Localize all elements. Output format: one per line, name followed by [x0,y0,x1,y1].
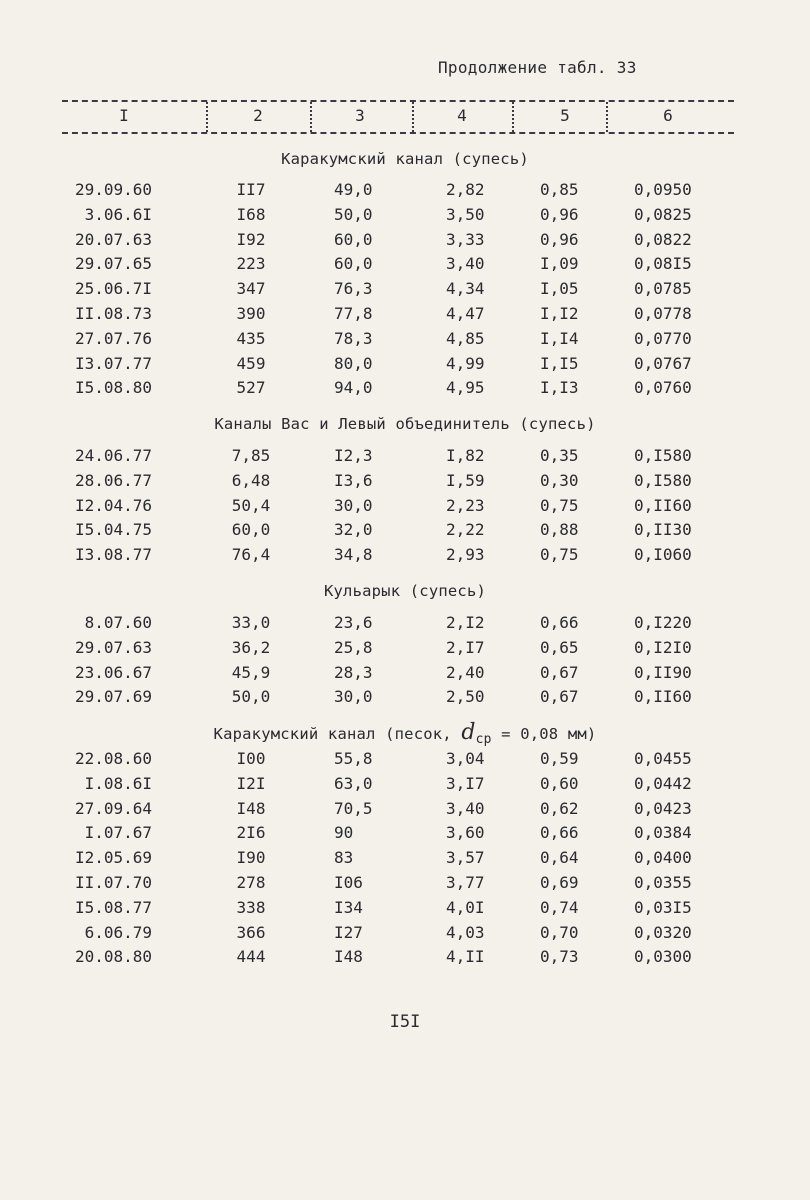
table-cell-col4: 2,82 [446,180,485,199]
table-cell-col5: 0,85 [540,180,579,199]
table-cell-col2: 2I6 [236,823,266,843]
table-cell-col4: 4,99 [446,353,485,373]
table-row [0,947,810,971]
table-cell-col1: I2.04.76 [74,495,152,515]
table-cell-col4: 3,40 [446,254,485,274]
table-cell-col2: 50,0 [231,687,271,707]
table-cell-col1: I2.05.69 [74,848,152,868]
table-cell-col4: 3,04 [446,749,485,768]
page-number: I5I [389,1012,421,1032]
table-cell-col2: 278 [236,873,266,892]
table-cell-col3: 83 [334,848,354,868]
table-cell-col5: I,09 [540,254,579,274]
table-cell-col5: I,I4 [540,328,579,348]
table-cell-col4: 2,I2 [446,613,485,632]
table-cell-col6: 0,I220 [634,613,692,632]
diameter-subscript: ср [475,732,492,748]
section-title [0,720,810,747]
table-cell-col2: 435 [236,328,266,348]
table-cell-col1: 20.08.80 [74,947,152,967]
table-row [0,873,810,897]
table-row [0,496,810,520]
table-cell-col2: I48 [236,798,266,818]
table-cell-col1: I5.08.77 [74,897,152,917]
table-cell-col1: 6.06.79 [84,922,152,942]
table-cell-col5: I,I5 [540,353,579,373]
table-cell-col5: 0,70 [540,922,579,942]
table-cell-col3: I3,6 [334,470,373,490]
section-title: Каракумский канал (супесь) [281,150,529,168]
table-cell-col5: I,I2 [540,304,579,323]
table-cell-col3: 50,0 [334,204,373,224]
table-cell-col6: 0,0400 [634,848,692,868]
table-cell-col3: I06 [334,873,363,892]
table-cell-col5: 0,69 [540,873,579,892]
table-cell-col6: 0,I580 [634,470,692,490]
table-cell-col3: 76,3 [334,279,373,299]
table-row [0,378,810,402]
table-cell-col2: 223 [236,254,266,274]
table-cell-col6: 0,0785 [634,279,692,299]
table-cell-col4: 3,77 [446,873,485,892]
table-cell-col5: 0,88 [540,520,579,540]
column-header-6: 6 [663,106,673,125]
table-cell-col2: I00 [236,749,266,768]
table-cell-col5: 0,60 [540,773,579,793]
table-cell-col2: 50,4 [231,495,271,515]
table-cell-col2: 527 [236,378,266,398]
table-cell-col3: 30,0 [334,495,373,515]
section-title-suffix: = 0,08 мм) [491,725,597,743]
diameter-symbol: d [461,720,476,745]
table-cell-col3: 30,0 [334,687,373,707]
table-cell-col2: 444 [236,947,266,967]
table-row [0,774,810,798]
table-cell-col5: 0,96 [540,204,579,224]
table-cell-col6: 0,0320 [634,922,692,942]
table-cell-col6: 0,II30 [634,520,692,540]
table-cell-col4: 4,95 [446,378,485,398]
table-cell-col1: I3.07.77 [74,353,152,373]
table-cell-col1: 22.08.60 [74,749,152,768]
table-row [0,446,810,470]
column-separator [310,102,312,132]
table-cell-col5: 0,35 [540,446,579,465]
table-cell-col1: 24.06.77 [74,446,152,465]
table-cell-col2: 7,85 [231,446,271,465]
table-cell-col3: 63,0 [334,773,373,793]
table-cell-col6: 0,I580 [634,446,692,465]
column-separator [512,102,514,132]
table-row [0,898,810,922]
table-cell-col3: I34 [334,897,363,917]
table-cell-col2: I68 [236,204,266,224]
table-cell-col5: 0,64 [540,848,579,868]
table-cell-col2: 459 [236,353,266,373]
table-cell-col4: 4,85 [446,328,485,348]
table-cell-col3: I27 [334,922,363,942]
table-caption: Продолжение табл. 33 [438,58,637,77]
table-row [0,180,810,204]
table-cell-col6: 0,0822 [634,229,692,249]
table-cell-col6: 0,0355 [634,873,692,892]
table-row [0,354,810,378]
table-cell-col6: 0,II90 [634,662,692,682]
table-cell-col2: 45,9 [231,662,271,682]
table-cell-col1: 29.07.69 [74,687,152,707]
table-cell-col1: 27.07.76 [74,328,152,348]
table-row [0,254,810,278]
table-cell-col3: 70,5 [334,798,373,818]
table-row [0,749,810,773]
table-cell-col3: 94,0 [334,378,373,398]
table-cell-col6: 0,0778 [634,304,692,323]
table-cell-col6: 0,II60 [634,495,692,515]
table-row [0,663,810,687]
table-cell-col6: 0,0442 [634,773,692,793]
table-cell-col1: 27.09.64 [74,798,152,818]
table-cell-col3: 90 [334,823,354,843]
table-cell-col3: 49,0 [334,180,373,199]
table-cell-col4: 4,II [446,947,485,967]
table-row [0,471,810,495]
table-cell-col5: 0,67 [540,687,579,707]
table-row [0,687,810,711]
table-cell-col1: I3.08.77 [74,545,152,565]
table-cell-col6: 0,0423 [634,798,692,818]
table-row [0,520,810,544]
table-cell-col5: 0,59 [540,749,579,768]
section-title-prefix: Каракумский канал (песок, [213,725,462,743]
table-cell-col6: 0,0770 [634,328,692,348]
table-cell-col1: 29.07.65 [74,254,152,274]
table-cell-col1: I5.04.75 [74,520,152,540]
table-row [0,823,810,847]
table-cell-col2: II7 [236,180,266,199]
table-cell-col2: 36,2 [231,637,271,657]
table-cell-col2: 338 [236,897,266,917]
table-cell-col6: 0,08I5 [634,254,692,274]
table-cell-col4: 2,23 [446,495,485,515]
table-cell-col6: 0,II60 [634,687,692,707]
table-row [0,799,810,823]
table-row [0,923,810,947]
table-cell-col5: 0,62 [540,798,579,818]
table-cell-col3: 28,3 [334,662,373,682]
table-cell-col1: 29.09.60 [74,180,152,199]
table-cell-col6: 0,I2I0 [634,637,692,657]
table-cell-col4: 2,93 [446,545,485,565]
table-cell-col4: 2,I7 [446,637,485,657]
column-separator [606,102,608,132]
table-cell-col5: 0,75 [540,495,579,515]
column-header-5: 5 [560,106,570,125]
table-cell-col5: I,I3 [540,378,579,398]
table-cell-col4: 4,34 [446,279,485,299]
table-cell-col4: 4,03 [446,922,485,942]
table-row [0,613,810,637]
table-cell-col4: I,59 [446,470,485,490]
table-cell-col5: 0,30 [540,470,579,490]
table-cell-col1: 20.07.63 [74,229,152,249]
table-cell-col4: I,82 [446,446,485,465]
column-header-1: I [119,106,129,125]
table-cell-col3: 25,8 [334,637,373,657]
table-row [0,230,810,254]
table-cell-col5: I,05 [540,279,579,299]
table-cell-col2: 76,4 [231,545,271,565]
table-cell-col6: 0,I060 [634,545,692,565]
table-cell-col6: 0,0950 [634,180,692,199]
header-bottom-rule [62,132,734,134]
column-header-2: 2 [253,106,263,125]
table-cell-col2: I2I [236,773,266,793]
table-cell-col3: 34,8 [334,545,373,565]
column-separator [206,102,208,132]
table-cell-col4: 4,0I [446,897,485,917]
table-cell-col3: 23,6 [334,613,373,632]
table-cell-col5: 0,75 [540,545,579,565]
table-cell-col5: 0,67 [540,662,579,682]
column-header-3: 3 [355,106,365,125]
table-cell-col3: 60,0 [334,229,373,249]
table-cell-col3: 78,3 [334,328,373,348]
table-row [0,304,810,328]
table-cell-col4: 3,40 [446,798,485,818]
table-cell-col5: 0,73 [540,947,579,967]
table-cell-col3: 60,0 [334,254,373,274]
table-row [0,848,810,872]
table-cell-col2: 347 [236,279,266,299]
table-row [0,329,810,353]
table-cell-col5: 0,66 [540,613,579,632]
table-cell-col3: 55,8 [334,749,373,768]
section-title: Каналы Вас и Левый объединитель (супесь) [214,415,596,433]
table-cell-col6: 0,0825 [634,204,692,224]
table-cell-col3: 80,0 [334,353,373,373]
table-cell-col1: I.08.6I [84,773,152,793]
table-cell-col3: 77,8 [334,304,373,323]
table-cell-col3: I48 [334,947,363,967]
table-cell-col4: 3,I7 [446,773,485,793]
table-cell-col1: II.07.70 [74,873,152,892]
table-cell-col6: 0,03I5 [634,897,692,917]
table-row [0,205,810,229]
table-cell-col4: 3,60 [446,823,485,843]
table-cell-col1: 28.06.77 [74,470,152,490]
table-cell-col4: 2,40 [446,662,485,682]
table-cell-col1: I.07.67 [84,823,152,843]
table-cell-col6: 0,0300 [634,947,692,967]
table-row [0,638,810,662]
section-title: Кульарык (супесь) [323,582,487,600]
table-cell-col2: 33,0 [231,613,271,632]
table-cell-col6: 0,0760 [634,378,692,398]
table-cell-col4: 2,50 [446,687,485,707]
table-cell-col4: 4,47 [446,304,485,323]
table-cell-col5: 0,65 [540,637,579,657]
table-cell-col6: 0,0455 [634,749,692,768]
table-cell-col5: 0,96 [540,229,579,249]
table-cell-col2: I90 [236,848,266,868]
table-row [0,279,810,303]
table-cell-col6: 0,0384 [634,823,692,843]
table-cell-col5: 0,74 [540,897,579,917]
table-cell-col4: 2,22 [446,520,485,540]
table-cell-col3: 32,0 [334,520,373,540]
table-cell-col6: 0,0767 [634,353,692,373]
table-row [0,545,810,569]
table-cell-col2: I92 [236,229,266,249]
table-cell-col1: 8.07.60 [84,613,152,632]
table-cell-col1: 3.06.6I [84,204,152,224]
table-cell-col5: 0,66 [540,823,579,843]
table-cell-col4: 3,57 [446,848,485,868]
table-cell-col2: 6,48 [231,470,271,490]
table-cell-col1: 29.07.63 [74,637,152,657]
table-cell-col4: 3,50 [446,204,485,224]
table-cell-col1: I5.08.80 [74,378,152,398]
table-cell-col4: 3,33 [446,229,485,249]
table-cell-col1: 25.06.7I [74,279,152,299]
table-cell-col3: I2,3 [334,446,373,465]
column-separator [412,102,414,132]
header-top-rule [62,100,734,102]
table-cell-col1: 23.06.67 [74,662,152,682]
column-header-4: 4 [457,106,467,125]
table-cell-col2: 60,0 [231,520,271,540]
table-cell-col1: II.08.73 [74,304,152,323]
table-cell-col2: 390 [236,304,266,323]
table-cell-col2: 366 [236,922,266,942]
